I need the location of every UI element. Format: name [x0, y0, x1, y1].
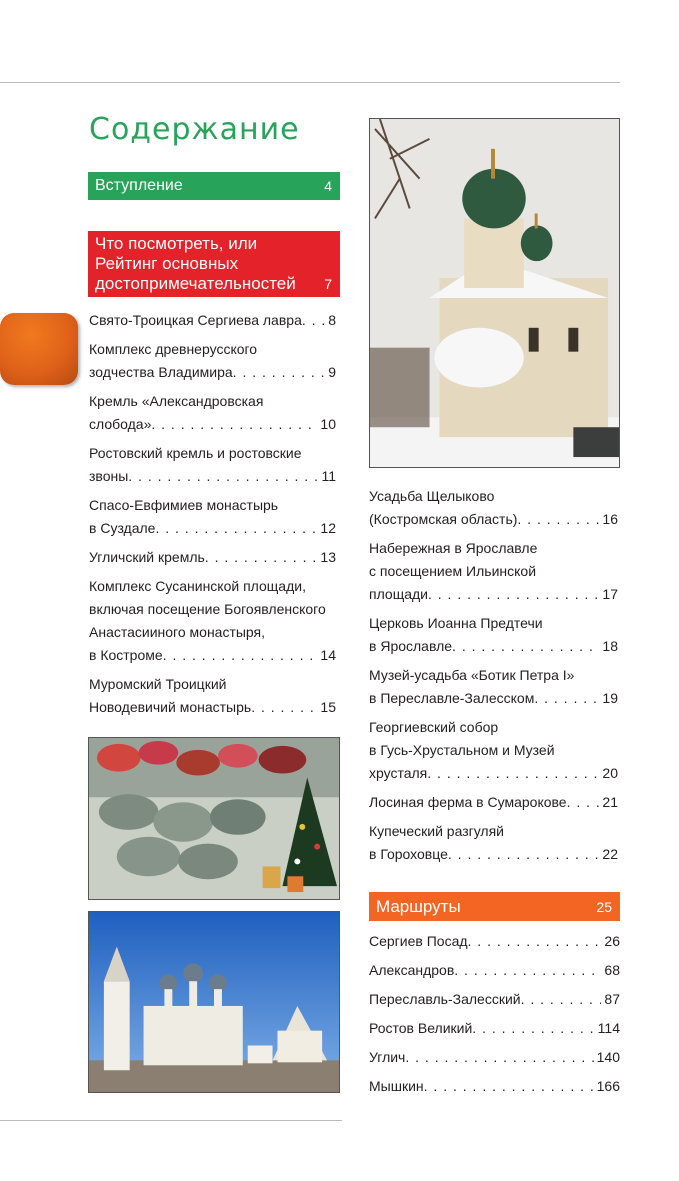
- toc-entry-line: Комплекс Сусанинской площади,: [89, 578, 306, 594]
- toc-entry-title: Свято-Троицкая Сергиева лавра: [89, 312, 302, 328]
- toc-entry-page: 20: [602, 765, 618, 781]
- dot-leader: [205, 546, 318, 569]
- toc-entry-page: 16: [602, 511, 618, 527]
- toc-entry-line: Спасо-Евфимиев монастырь: [89, 497, 279, 513]
- toc-entry-line: Георгиевский собор: [369, 719, 499, 735]
- toc-entry-line: Комплекс древнерусского: [89, 341, 258, 357]
- churches-photo: [88, 911, 340, 1093]
- toc-entry-page: 87: [604, 991, 620, 1007]
- dot-leader: [521, 988, 602, 1011]
- routes-page: 25: [596, 898, 612, 915]
- intro-page: 4: [324, 178, 332, 194]
- dot-leader: [163, 644, 318, 667]
- intro-label: Вступление: [95, 177, 183, 194]
- dot-leader: [128, 465, 318, 488]
- toc-entry-title: Новодевичий монастырь: [89, 699, 252, 715]
- toc-entry-line: Муромский Троицкий: [89, 676, 227, 692]
- route-entry[interactable]: [369, 1075, 620, 1098]
- toc-entry[interactable]: [369, 612, 618, 658]
- dot-leader: [155, 517, 317, 540]
- toc-entry-line: с посещением Ильинской: [369, 563, 537, 579]
- dot-leader: [452, 635, 599, 658]
- dot-leader: [468, 930, 602, 953]
- toc-entry-page: 8: [328, 312, 336, 328]
- toc-entry-page: 21: [602, 794, 618, 810]
- toc-entry[interactable]: [89, 494, 336, 540]
- toc-entry-line: Ростовский кремль и ростовские: [89, 445, 302, 461]
- intro-bar[interactable]: [88, 172, 340, 200]
- toc-entry-page: 11: [321, 468, 336, 484]
- toc-entry[interactable]: [369, 537, 618, 606]
- dot-leader: [151, 413, 317, 436]
- toc-entry-line: Набережная в Ярославле: [369, 540, 538, 556]
- dot-leader: [448, 843, 600, 866]
- toc-entry-line: Церковь Иоанна Предтечи: [369, 615, 543, 631]
- dot-leader: [424, 1075, 594, 1098]
- bottom-rule: [0, 1120, 342, 1121]
- toc-entry[interactable]: [89, 575, 336, 667]
- dot-leader: [517, 508, 599, 531]
- toc-entry-page: 15: [320, 699, 336, 715]
- dot-leader: [233, 361, 326, 384]
- toc-entry[interactable]: [89, 546, 336, 569]
- toc-entry-title: хрусталя: [369, 765, 428, 781]
- toc-entry-page: 18: [602, 638, 618, 654]
- toc-entry-title: в Костроме: [89, 647, 163, 663]
- toc-entry-title: Александров: [369, 962, 455, 978]
- toc-entry-title: в Ярославле: [369, 638, 453, 654]
- sights-header-line: Рейтинг основных: [95, 254, 239, 273]
- sights-header-line: Что посмотреть, или: [95, 234, 258, 253]
- dot-leader: [567, 791, 600, 814]
- routes-label: Маршруты: [376, 896, 461, 916]
- dot-leader: [405, 1046, 593, 1069]
- sights-header-line: достопримечательностей: [95, 274, 296, 293]
- toc-entry-title: в Суздале: [89, 520, 156, 536]
- toc-entry-title: (Костромская область): [369, 511, 518, 527]
- dot-leader: [472, 1017, 594, 1040]
- page-title: Содержание: [89, 112, 300, 147]
- knitted-toys-photo: [88, 737, 340, 900]
- toc-entry-page: 14: [320, 647, 336, 663]
- toc-entry-page: 114: [597, 1020, 620, 1036]
- toc-entry-title: Углич: [369, 1049, 406, 1065]
- dot-leader: [427, 762, 599, 785]
- toc-entry-title: Сергиев Посад: [369, 933, 468, 949]
- toc-entry[interactable]: [89, 442, 336, 488]
- top-rule: [0, 82, 620, 83]
- toc-entry-page: 9: [328, 364, 336, 380]
- toc-entry-page: 22: [602, 846, 618, 862]
- toc-entry-title: зодчества Владимира: [89, 364, 233, 380]
- toc-entry[interactable]: [369, 791, 618, 814]
- routes-list: [369, 930, 620, 1104]
- toc-entry-line: Усадьба Щелыково: [369, 488, 495, 504]
- toc-entry-line: Анастасииного монастыря,: [89, 624, 266, 640]
- dot-leader: [302, 309, 325, 332]
- toc-entry[interactable]: [89, 309, 336, 332]
- toc-entry-page: 12: [320, 520, 336, 536]
- toc-entry-title: площади: [369, 586, 428, 602]
- toc-entry-page: 19: [602, 690, 618, 706]
- toc-list-left: [89, 309, 336, 725]
- church-snow-photo: [369, 118, 620, 468]
- dot-leader: [534, 687, 599, 710]
- toc-entry-title: в Переславле-Залесском: [369, 690, 535, 706]
- dot-leader: [454, 959, 601, 982]
- toc-entry[interactable]: [369, 716, 618, 785]
- route-entry[interactable]: [369, 1046, 620, 1069]
- sights-header-page: 7: [324, 276, 332, 292]
- toc-entry-page: 166: [596, 1078, 620, 1094]
- toc-entry-page: 68: [604, 962, 620, 978]
- toc-entry[interactable]: [89, 390, 336, 436]
- toc-entry-title: Угличский кремль: [89, 549, 205, 565]
- toc-entry-line: включая посещение Богоявленского: [89, 601, 326, 617]
- route-entry[interactable]: [369, 988, 620, 1011]
- toc-entry-title: Ростов Великий: [369, 1020, 473, 1036]
- toc-entry[interactable]: [369, 820, 618, 866]
- toc-entry-title: Переславль-Залесский: [369, 991, 521, 1007]
- toc-entry-page: 17: [602, 586, 618, 602]
- route-entry[interactable]: [369, 1017, 620, 1040]
- dot-leader: [428, 583, 599, 606]
- dot-leader: [251, 696, 317, 719]
- route-entry[interactable]: [369, 930, 620, 953]
- toc-entry-title: Мышкин: [369, 1078, 424, 1094]
- sights-header[interactable]: [88, 231, 340, 297]
- toc-entry-title: Лосиная ферма в Сумарокове: [369, 794, 567, 810]
- toc-entry[interactable]: [369, 485, 618, 531]
- toc-entry-page: 10: [320, 416, 336, 432]
- toc-entry-title: в Гороховце: [369, 846, 448, 862]
- toc-entry-line: Музей-усадьба «Ботик Петра I»: [369, 667, 575, 683]
- chapter-tab: [0, 313, 78, 385]
- toc-entry-line: Кремль «Александровская: [89, 393, 264, 409]
- toc-entry-page: 13: [320, 549, 336, 565]
- route-entry[interactable]: [369, 959, 620, 982]
- toc-entry[interactable]: [89, 673, 336, 719]
- toc-entry-line: Купеческий разгуляй: [369, 823, 504, 839]
- toc-entry[interactable]: [89, 338, 336, 384]
- toc-entry-line: в Гусь-Хрустальном и Музей: [369, 742, 555, 758]
- toc-entry-page: 140: [596, 1049, 620, 1065]
- toc-entry-title: звоны: [89, 468, 129, 484]
- toc-list-right: [369, 485, 618, 872]
- toc-entry-title: слобода»: [89, 416, 152, 432]
- toc-entry[interactable]: [369, 664, 618, 710]
- routes-header[interactable]: [369, 892, 620, 921]
- toc-entry-page: 26: [604, 933, 620, 949]
